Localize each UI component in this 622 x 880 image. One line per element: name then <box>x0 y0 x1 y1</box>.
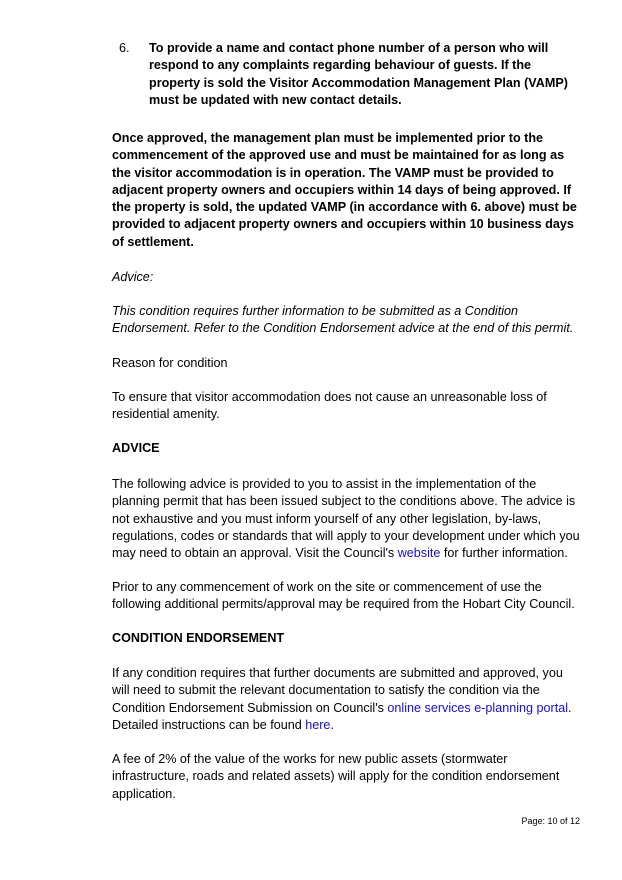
advice-text: This condition requires further information to be submitted as a Condition Endorsement. Refer to the Condition Endorsement advice at the end of this permit. <box>112 304 574 336</box>
advice-label: Advice: <box>112 270 154 284</box>
condition-item-6 <box>112 40 580 109</box>
endorsement-paragraph-1-text: If any condition requires that further documents are submitted and approved, you will need to submit the relevant documentation to satisfy the condition via the Condition Endorsement Submission on Council's <box>112 666 563 715</box>
advice-paragraph-1 <box>112 476 580 562</box>
instructions-here-link[interactable]: here <box>305 717 331 732</box>
advice-heading: ADVICE <box>112 441 160 455</box>
advice-paragraph-1-tail: for further information. <box>440 546 568 561</box>
item-text: To provide a name and contact phone number of a person who will respond to any complaints regarding behaviour of guests. If the property is sold the Visitor Accommodation Management Plan (VAMP) must be updated with new contact details. <box>149 41 568 107</box>
endorsement-paragraph-2: A fee of 2% of the value of the works for new public assets (stormwater infrastructure, roads and related assets) will apply for the condition endorsement application. <box>112 752 560 801</box>
endorsement-paragraph-1-tail: . <box>330 717 334 732</box>
page-number: Page: 10 of 12 <box>521 816 580 826</box>
advice-paragraph-1-text: The following advice is provided to you to assist in the implementation of the planning permit that has been issued subject to the conditions above. The advice is not exhaustive and you must inform yourself of any other legislation, by-laws, regulations, codes or standards that will apply to your development under which you may need to obtain an approval. Visit the Council's <box>112 477 580 561</box>
approval-paragraph: Once approved, the management plan must be implemented prior to the commencement of the approved use and must be maintained for as long as the visitor accommodation is in operation. The VAMP must be provided to adjacent property owners and occupiers within 14 days of being approved. If the property is sold, the updated VAMP (in accordance with 6. above) must be provided to adjacent property owners and occupiers within 10 business days of settlement. <box>112 131 577 249</box>
condition-endorsement-heading: CONDITION ENDORSEMENT <box>112 631 285 645</box>
endorsement-paragraph-1-middle: . Detailed instructions can be found <box>112 700 572 732</box>
item-number: 6. <box>119 41 130 55</box>
reason-text: To ensure that visitor accommodation does not cause an unreasonable loss of residential amenity. <box>112 390 547 422</box>
reason-label: Reason for condition <box>112 356 228 370</box>
endorsement-paragraph-1 <box>112 665 580 734</box>
e-planning-portal-link[interactable]: online services e-planning portal <box>387 700 569 715</box>
advice-paragraph-2: Prior to any commencement of work on the site or commencement of use the following additional permits/approval may be required from the Hobart City Council. <box>112 580 575 612</box>
website-link[interactable]: website <box>397 546 441 561</box>
